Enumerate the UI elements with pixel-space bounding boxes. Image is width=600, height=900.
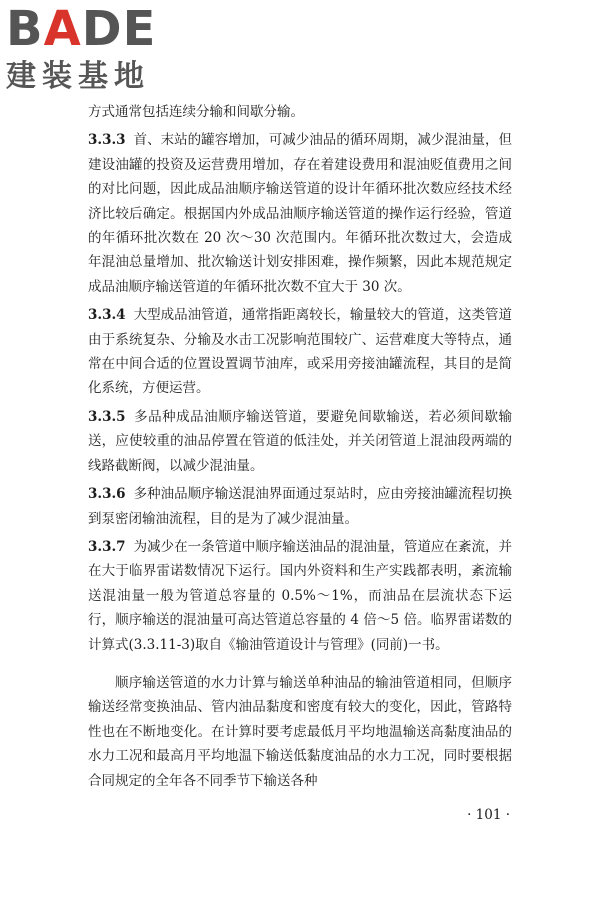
- section-3-3-5: [88, 405, 512, 478]
- section-3-3-4: [88, 303, 512, 401]
- section-number: 3.3.5: [88, 408, 126, 425]
- logo-subtitle: 建装基地: [6, 59, 150, 94]
- section-3-3-6: [88, 482, 512, 531]
- section-text: 为减少在一条管道中顺序输送油品的混油量，管道应在紊流，并在大于临界雷诺数情况下运行。国内外资料和生产实践都表明，紊流输送混油量一般为管道总容量的 0.5%～1%，而油品在层流状态下运行，顺序输送的混油量可高达管道总容量的 4 倍～5 倍。临界雷诺数的计算式(3.3.11-3)取自《输油管道设计与管理》(同前)一书。: [88, 538, 512, 653]
- section-3-3-3: [88, 128, 512, 299]
- page-number: · 101 ·: [467, 807, 510, 823]
- section-text: 多品种成品油顺序输送管道，要避免间歇输送，若必须间歇输送，应使较重的油品停置在管道的低洼处，并关闭管道上混油段两端的线路截断阀，以减少混油量。: [88, 408, 512, 474]
- logo-wordmark: BADE: [6, 1, 157, 57]
- section-3-3-7: [88, 535, 512, 657]
- section-number: 3.3.3: [88, 132, 126, 149]
- continuation-paragraph: 方式通常包括连续分输和间歇分输。: [88, 104, 304, 120]
- closing-paragraph: 顺序输送管道的水力计算与输送单种油品的输油管道相同，但顺序输送经常变换油品、管内油品黏度和密度有较大的变化，因此，管路特性也在不断地变化。在计算时要考虑最低月平均地温输送高黏度油品的水力工况和最高月平均地温下输送低黏度油品的水力工况，同时要根据合同规定的全年各不同季节下输送各种: [88, 674, 512, 789]
- section-text: 大型成品油管道，通常指距离较长，输量较大的管道，这类管道由于系统复杂、分输及水击工况影响范围较广、运营难度大等特点，通常在中间合适的位置设置调节油库，或采用旁接油罐流程，其目的是简化系统，方便运营。: [88, 307, 512, 397]
- section-number: 3.3.6: [88, 486, 126, 503]
- section-text: 多种油品顺序输送混油界面通过泵站时，应由旁接油罐流程切换到泵密闭输油流程，目的是为了减少混油量。: [88, 486, 512, 527]
- document-page: [88, 100, 512, 793]
- section-number: 3.3.7: [88, 538, 126, 555]
- section-number: 3.3.4: [88, 307, 126, 324]
- bade-logo: [6, 1, 181, 96]
- section-text: 首、末站的罐容增加，可减少油品的循环周期，减少混油量，但建设油罐的投资及运营费用增加，存在着建设费用和混油贬值费用之间的对比问题，因此成品油顺序输送管道的设计年循环批次数应经技术经济比较后确定。根据国内外成品油顺序输送管道的操作运行经验，管道的年循环批次数在 20 次～30 次范围内。年循环批次数过大，会造成年混油总量增加、批次输送计划安排困难，操作频繁，因此本规范规定成品油顺序输送管道的年循环批次数不宜大于 30 次。: [88, 132, 512, 295]
